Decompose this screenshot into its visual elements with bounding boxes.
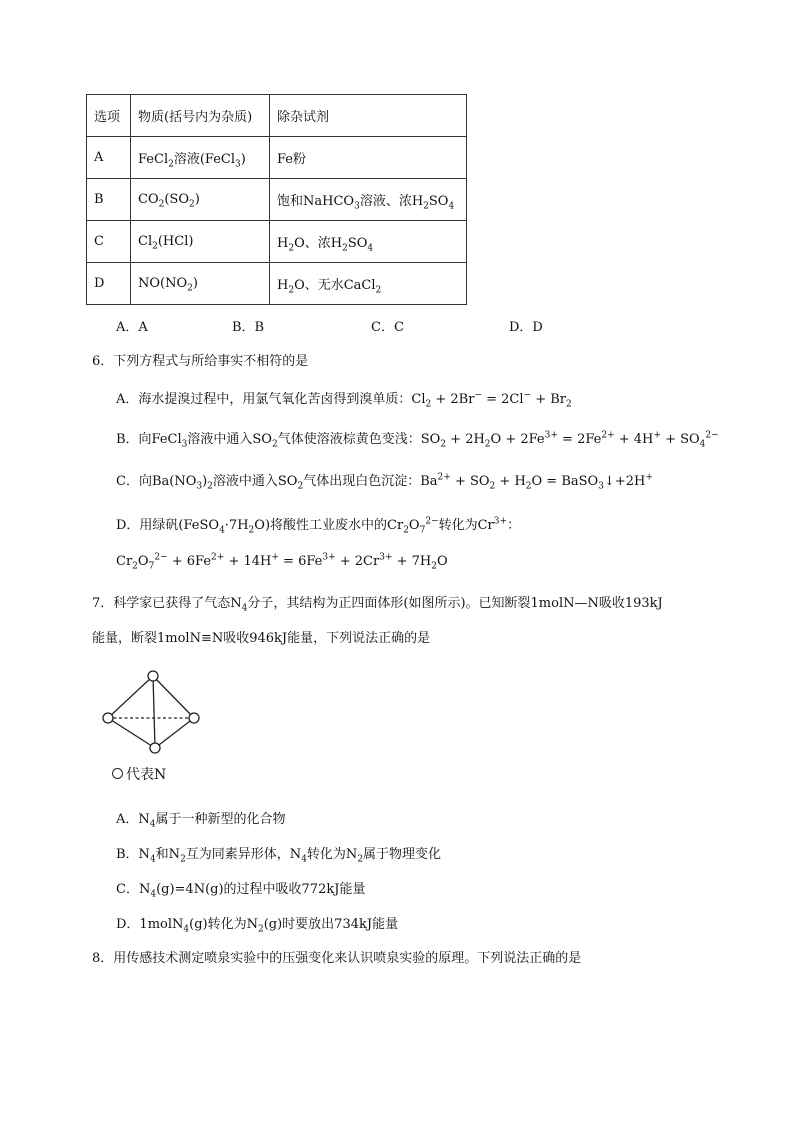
q6-option-b[interactable]: B．向FeCl$_3$溶液中通入$SO_2$气体使溶液棕黄色变浅：$SO_2 + 2H_2O + 2Fe^{3+} = 2Fe^{2+} + 4H^+ + SO_4^{2-}$	[116, 430, 719, 450]
n4-tetrahedron-diagram	[96, 666, 216, 762]
bond-line	[108, 676, 153, 718]
row-reagent: $H_2O$、无水CaCl$_2$	[270, 263, 467, 305]
q8-stem: 8．用传感技术测定喷泉实验中的压强变化来认识喷泉实验的原理。下列说法正确的是	[92, 951, 582, 966]
row-reagent: Fe粉	[270, 137, 467, 179]
table-row	[87, 221, 467, 263]
diagram-legend	[112, 764, 166, 784]
q7-option-c[interactable]: C．$N_4(g)=4N(g)$的过程中吸收772kJ能量	[116, 882, 366, 900]
table-header-row	[87, 95, 467, 137]
header-option: 选项	[87, 95, 131, 137]
row-option: B	[87, 179, 131, 221]
options-table	[86, 94, 467, 305]
table-row	[87, 137, 467, 179]
table-row	[87, 179, 467, 221]
q5-choice-b[interactable]: B．B	[232, 320, 265, 335]
n-atom	[148, 671, 158, 681]
bond-line	[153, 676, 194, 718]
bond-line	[155, 718, 194, 748]
q6-option-d-equation: $Cr_2O_7^{2-} + 6Fe^{2+} + 14H^+ = 6Fe^{3+} + 2Cr^{3+} + 7H_2O$	[116, 552, 448, 572]
n-atom	[150, 743, 160, 753]
q6-option-c[interactable]: C．向$Ba(NO_3)_2$溶液中通入$SO_2$气体出现白色沉淀：$Ba^{2+} + SO_2 + H_2O$ = BaSO$_3$↓+2H+	[116, 472, 653, 492]
q7-option-d[interactable]: D．1molN$_4$(g)转化为$N_2(g)$时要放出734kJ能量	[116, 917, 399, 935]
n-atom	[103, 713, 113, 723]
q5-choice-c[interactable]: C．C	[371, 320, 404, 335]
row-substance: $NO(NO_2)$	[131, 263, 270, 305]
legend-label: 代表N	[126, 767, 167, 783]
row-reagent: 饱和NaHCO$_3$溶液、浓$H_2SO_4$	[270, 179, 467, 221]
row-substance: FeCl$_2$溶液(FeCl$_3$)	[131, 137, 270, 179]
table-row	[87, 263, 467, 305]
q6-option-a[interactable]: A．海水提溴过程中，用氯气氧化苦卤得到溴单质：$Cl_2 + 2Br^- = 2Cl^- + Br_2$	[116, 390, 572, 410]
header-substance: 物质(括号内为杂质)	[131, 95, 270, 137]
n-atom	[189, 713, 199, 723]
row-substance: $Cl_2(HCl)$	[131, 221, 270, 263]
q6-stem: 6．下列方程式与所给事实不相符的是	[92, 354, 309, 369]
q7-stem-line2: 能量，断裂1molN≡N吸收946kJ能量，下列说法正确的是	[92, 631, 431, 646]
row-substance: $CO_2(SO_2)$	[131, 179, 270, 221]
circle-icon	[112, 768, 123, 779]
q7-option-b[interactable]: B．$N_4$和$N_2$互为同素异形体，$N_4$转化为$N_2$属于物理变化	[116, 847, 442, 865]
header-reagent: 除杂试剂	[270, 95, 467, 137]
q5-choice-d[interactable]: D．D	[509, 320, 543, 335]
bond-line	[108, 718, 155, 748]
row-option: A	[87, 137, 131, 179]
q7-stem-line1: 7．科学家已获得了气态$N_4$分子，其结构为正四面体形(如图所示)。已知断裂1molN—N吸收193kJ	[92, 596, 663, 614]
row-reagent: $H_2O$、浓$H_2SO_4$	[270, 221, 467, 263]
row-option: D	[87, 263, 131, 305]
q7-option-a[interactable]: A．$N_4$属于一种新型的化合物	[116, 812, 286, 830]
row-option: C	[87, 221, 131, 263]
q5-choice-a[interactable]: A．A	[116, 320, 148, 335]
q6-option-d[interactable]: D．用绿矾$(FeSO_4\cdot 7H_2O)$将酸性工业废水中的$Cr_2O_7^{2-}$转化为$Cr^{3+}$：	[116, 516, 521, 536]
bond-line	[153, 676, 155, 748]
